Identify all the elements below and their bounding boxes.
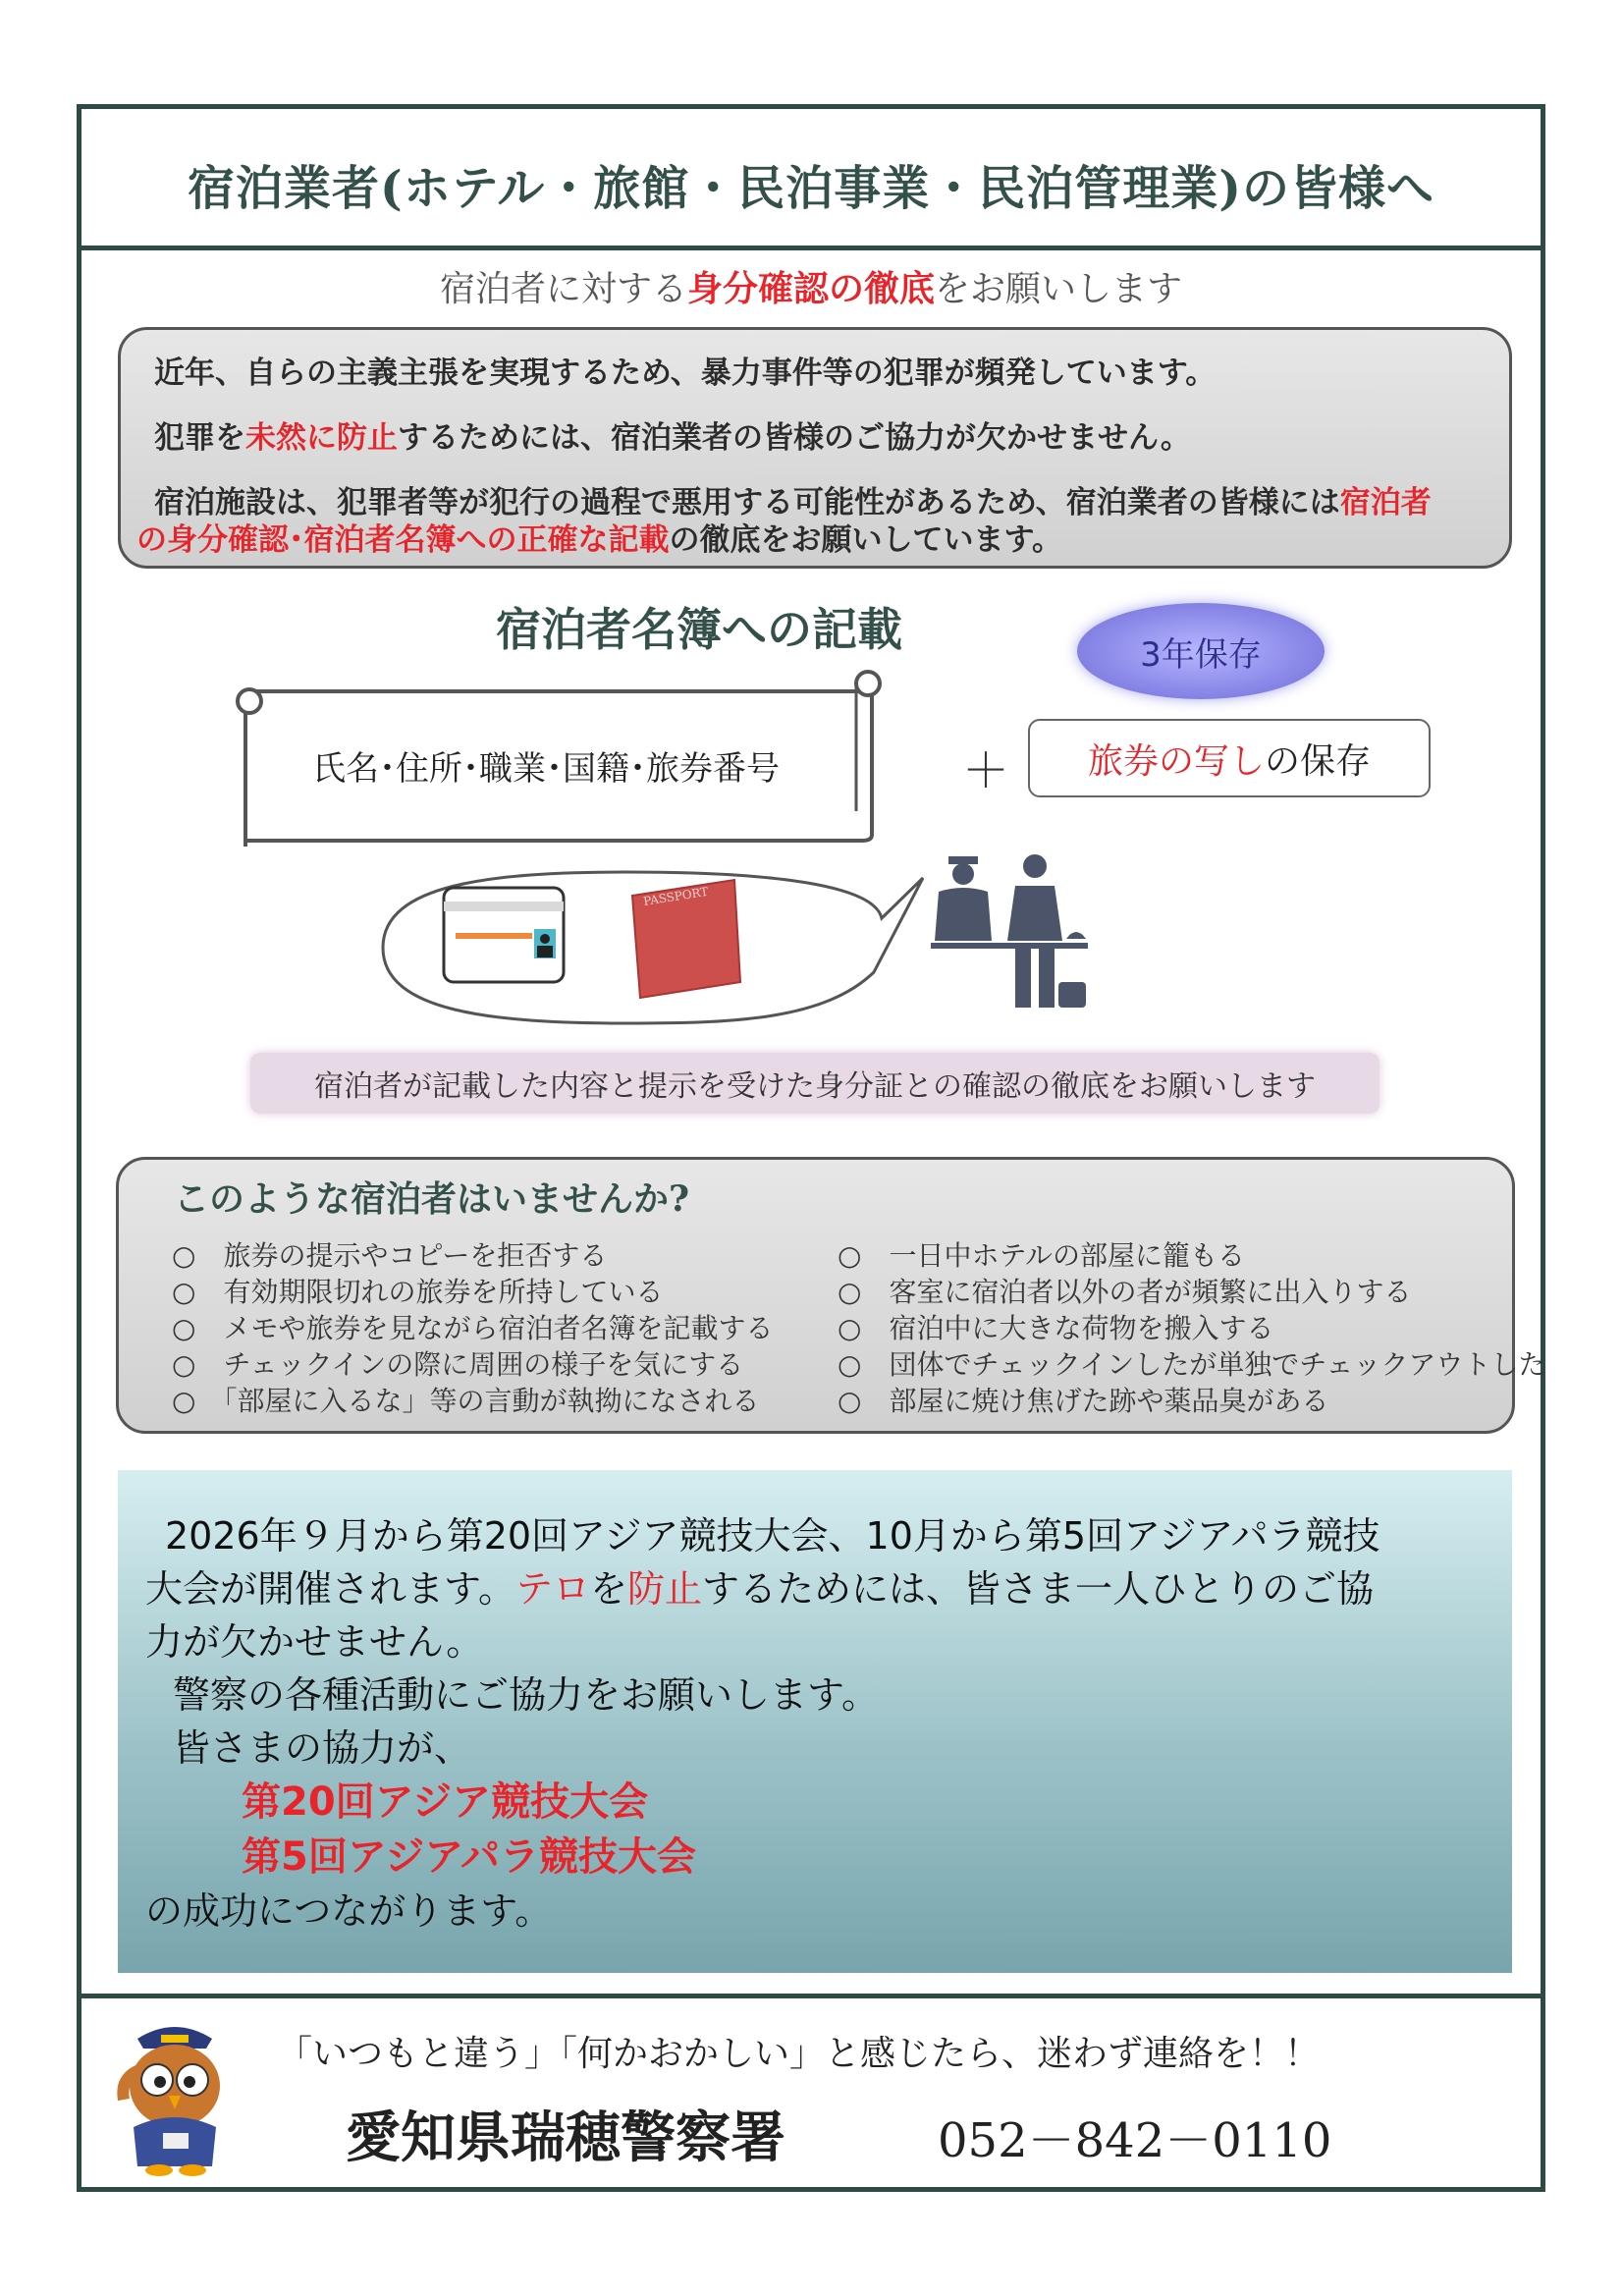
confirm-note: 宿泊者が記載した内容と提示を受けた身分証との確認の徹底をお願いします <box>250 1053 1380 1114</box>
checklist-item-text: 旅券の提示やコピーを拒否する <box>223 1239 608 1272</box>
games-line-5: 皆さまの協力が、 <box>173 1726 472 1770</box>
intro-panel <box>118 327 1512 569</box>
checklist-item-text: 団体でチェックインしたが単独でチェックアウトした <box>889 1348 1546 1381</box>
hotel-reception-icon <box>929 845 1106 1021</box>
checklist-left-column <box>172 1234 773 1416</box>
bullet-circle-icon: ○ <box>172 1276 196 1308</box>
plus-sign: ＋ <box>962 743 1010 798</box>
checklist-item <box>172 1271 773 1307</box>
games-terror-emphasis: テロ <box>514 1567 590 1611</box>
intro-line-3-emphasis: 宿泊者 <box>1339 485 1432 520</box>
owl-mascot-icon <box>116 2009 234 2178</box>
storage-badge: 3年保存 <box>1077 603 1325 699</box>
checklist-item-text: 一日中ホテルの部屋に籠もる <box>889 1239 1246 1272</box>
bullet-circle-icon: ○ <box>838 1276 862 1308</box>
bullet-circle-icon: ○ <box>838 1239 862 1272</box>
bullet-circle-icon: ○ <box>172 1312 196 1344</box>
games-line-2-pre: 大会が開催されます。 <box>145 1567 515 1611</box>
page-title: 宿泊業者(ホテル・旅館・民泊事業・民泊管理業)の皆様へ <box>187 161 1435 216</box>
contact-message: 「いつもと違う」「何かおかしい」と感じたら、迷わず連絡を！！ <box>277 2034 1321 2074</box>
intro-line-4-post: の徹底をお願いしています。 <box>669 522 1063 558</box>
title-bar <box>81 109 1541 250</box>
checklist-item-text: 宿泊中に大きな荷物を搬入する <box>889 1312 1274 1344</box>
passport-copy-post: の保存 <box>1265 740 1372 782</box>
footer-divider <box>81 1994 1541 1998</box>
bullet-circle-icon: ○ <box>172 1239 196 1272</box>
games-prevent-emphasis: 防止 <box>627 1567 703 1611</box>
checklist-item <box>172 1380 773 1416</box>
bullet-circle-icon: ○ <box>172 1385 196 1417</box>
bullet-circle-icon: ○ <box>172 1348 196 1381</box>
games-line-1: 2026年９月から第20回アジア競技大会、10月から第5回アジアパラ競技 <box>165 1514 1380 1558</box>
intro-line-2-post: するためには、宿泊業者の皆様のご協力が欠かせません。 <box>398 420 1191 456</box>
bullet-circle-icon: ○ <box>838 1312 862 1344</box>
phone-number[interactable]: 052－842－0110 <box>938 2113 1332 2168</box>
games-event-2: 第5回アジアパラ競技大会 <box>242 1834 697 1880</box>
intro-line-2-pre: 犯罪を <box>154 420 245 456</box>
passport-icon <box>628 876 744 1004</box>
games-line-3: 力が欠かせません。 <box>145 1620 484 1664</box>
subtitle-post: をお願いします <box>935 269 1183 309</box>
checklist-item-text: チェックインの際に周囲の様子を気にする <box>223 1348 744 1381</box>
intro-line-2-emphasis: 未然に防止 <box>245 420 398 456</box>
intro-line-1: 近年、自らの主義主張を実現するため、暴力事件等の犯罪が頻発しています。 <box>154 355 1217 391</box>
checklist-item-text: 有効期限切れの旅券を所持している <box>223 1276 664 1308</box>
police-station-name: 愛知県瑞穂警察署 <box>346 2105 785 2170</box>
subtitle-emphasis: 身分確認の徹底 <box>686 269 935 309</box>
games-line-2 <box>145 1558 1374 1613</box>
checklist-item-text: 部屋に焼け焦げた跡や薬品臭がある <box>889 1385 1329 1417</box>
passport-copy-box <box>1028 719 1431 797</box>
checklist-item-text: 客室に宿泊者以外の者が頻繁に出入りする <box>889 1276 1412 1308</box>
checklist-item <box>838 1271 1545 1307</box>
subtitle-pre: 宿泊者に対する <box>439 269 687 309</box>
intro-line-3-pre: 宿泊施設は、犯罪者等が犯行の過程で悪用する可能性があるため、宿泊業者の皆様には <box>154 485 1340 520</box>
asian-games-notice <box>118 1470 1512 1973</box>
checklist-right-column <box>838 1234 1545 1416</box>
intro-line-4 <box>136 515 1062 559</box>
games-line-2-post: するためには、皆さま一人ひとりのご協 <box>702 1567 1375 1611</box>
register-fields: 氏名･住所･職業･国籍･旅券番号 <box>312 749 780 789</box>
bullet-circle-icon: ○ <box>838 1348 862 1381</box>
checklist-item <box>172 1307 773 1343</box>
checklist-item <box>838 1343 1545 1380</box>
bullet-circle-icon: ○ <box>838 1385 862 1417</box>
checklist-item <box>838 1307 1545 1343</box>
passport-copy-emphasis: 旅券の写し <box>1087 740 1265 782</box>
games-line-2-mid: を <box>589 1567 627 1611</box>
intro-line-2 <box>154 412 1191 457</box>
checklist-item <box>838 1234 1545 1271</box>
intro-line-4-emphasis: の身分確認･宿泊者名簿への正確な記載 <box>136 522 670 558</box>
games-line-6: の成功につながります。 <box>145 1889 553 1933</box>
checklist-item <box>172 1343 773 1380</box>
subtitle <box>81 261 1541 311</box>
id-card-icon <box>440 884 568 987</box>
register-heading: 宿泊者名簿への記載 <box>496 603 902 656</box>
checklist-item-text: 「部屋に入るな」等の言動が執拗になされる <box>223 1385 760 1417</box>
checklist-item <box>172 1234 773 1271</box>
passport-cover-text: PASSPORT <box>642 884 710 908</box>
checklist-heading: このような宿泊者はいませんか? <box>174 1178 690 1220</box>
games-line-4: 警察の各種活動にご協力をお願いします。 <box>173 1673 879 1717</box>
checklist-item-text: メモや旅券を見ながら宿泊者名簿を記載する <box>223 1312 774 1344</box>
checklist-item <box>838 1380 1545 1416</box>
games-event-1: 第20回アジア競技大会 <box>242 1779 649 1825</box>
checklist-panel <box>116 1157 1546 1434</box>
